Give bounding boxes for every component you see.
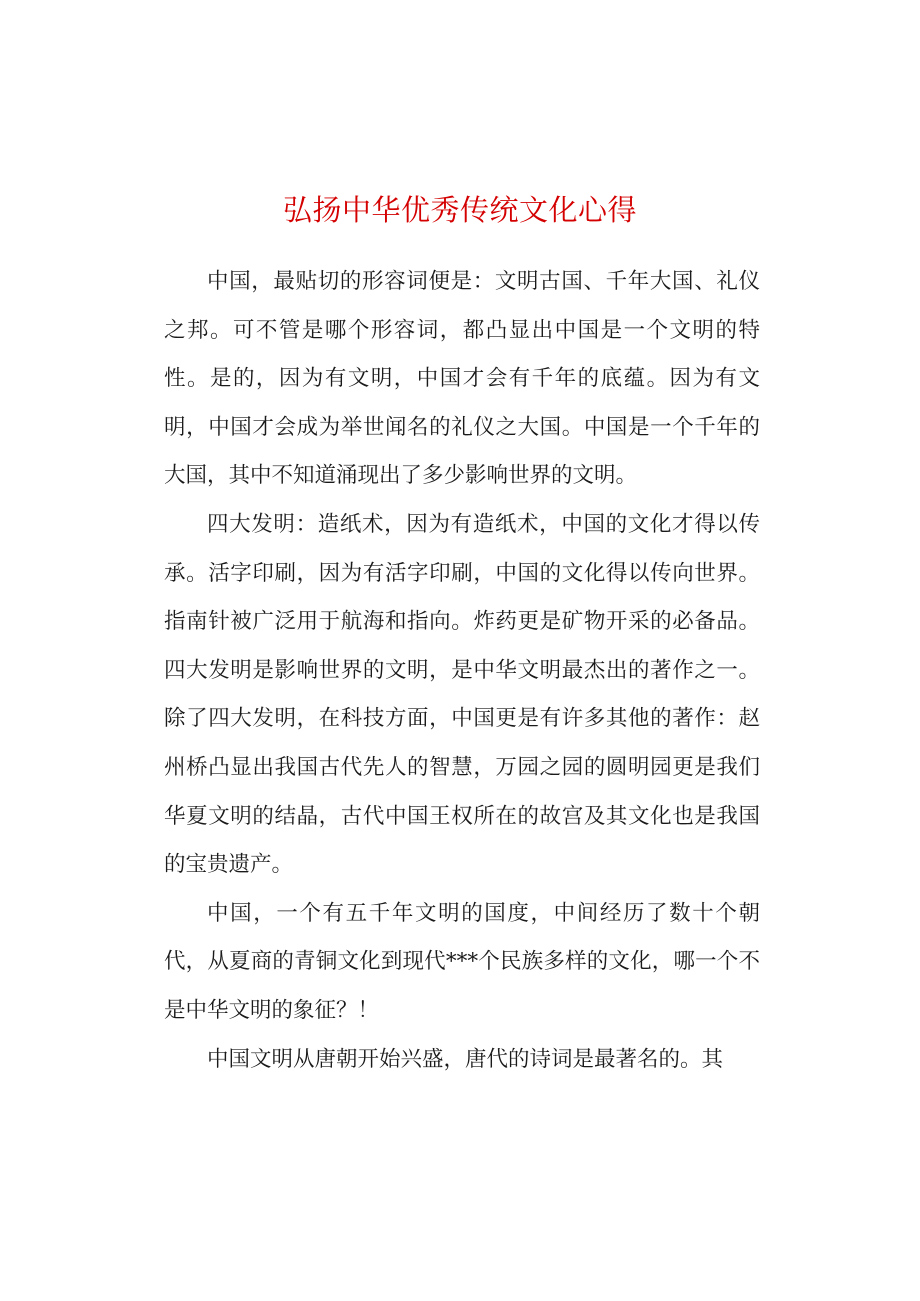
paragraph: 中国文明从唐朝开始兴盛，唐代的诗词是最著名的。其 — [207, 1046, 724, 1072]
paragraph: 中国，一个有五千年文明的国度，中间经历了数十个朝代，从夏商的青铜文化到现代***个民族多样的文化，哪一个不是中华文明的象征？！ — [164, 900, 760, 1023]
paragraph: 四大发明：造纸术，因为有造纸术，中国的文化才得以传承。活字印刷，因为有活字印刷，中国的文化得以传向世界。指南针被广泛用于航海和指向。炸药更是矿物开采的必备品。四大发明是影响世界的文明，是中华文明最杰出的著作之一。除了四大发明，在科技方面，中国更是有许多其他的著作：赵州桥凸显出我国古代先人的智慧，万园之园的圆明园更是我们华夏文明的结晶，古代中国王权所在的故宫及其文化也是我国的宝贵遗产。 — [164, 511, 760, 878]
paragraph: 中国，最贴切的形容词便是：文明古国、千年大国、礼仪之邦。可不管是哪个形容词，都凸显出中国是一个文明的特性。是的，因为有文明，中国才会有千年的底蕴。因为有文明，中国才会成为举世闻名的礼仪之大国。中国是一个千年的大国，其中不知道涌现出了多少影响世界的文明。 — [164, 269, 760, 489]
document-title: 弘扬中华优秀传统文化心得 — [282, 193, 637, 227]
document-body — [164, 258, 760, 1084]
